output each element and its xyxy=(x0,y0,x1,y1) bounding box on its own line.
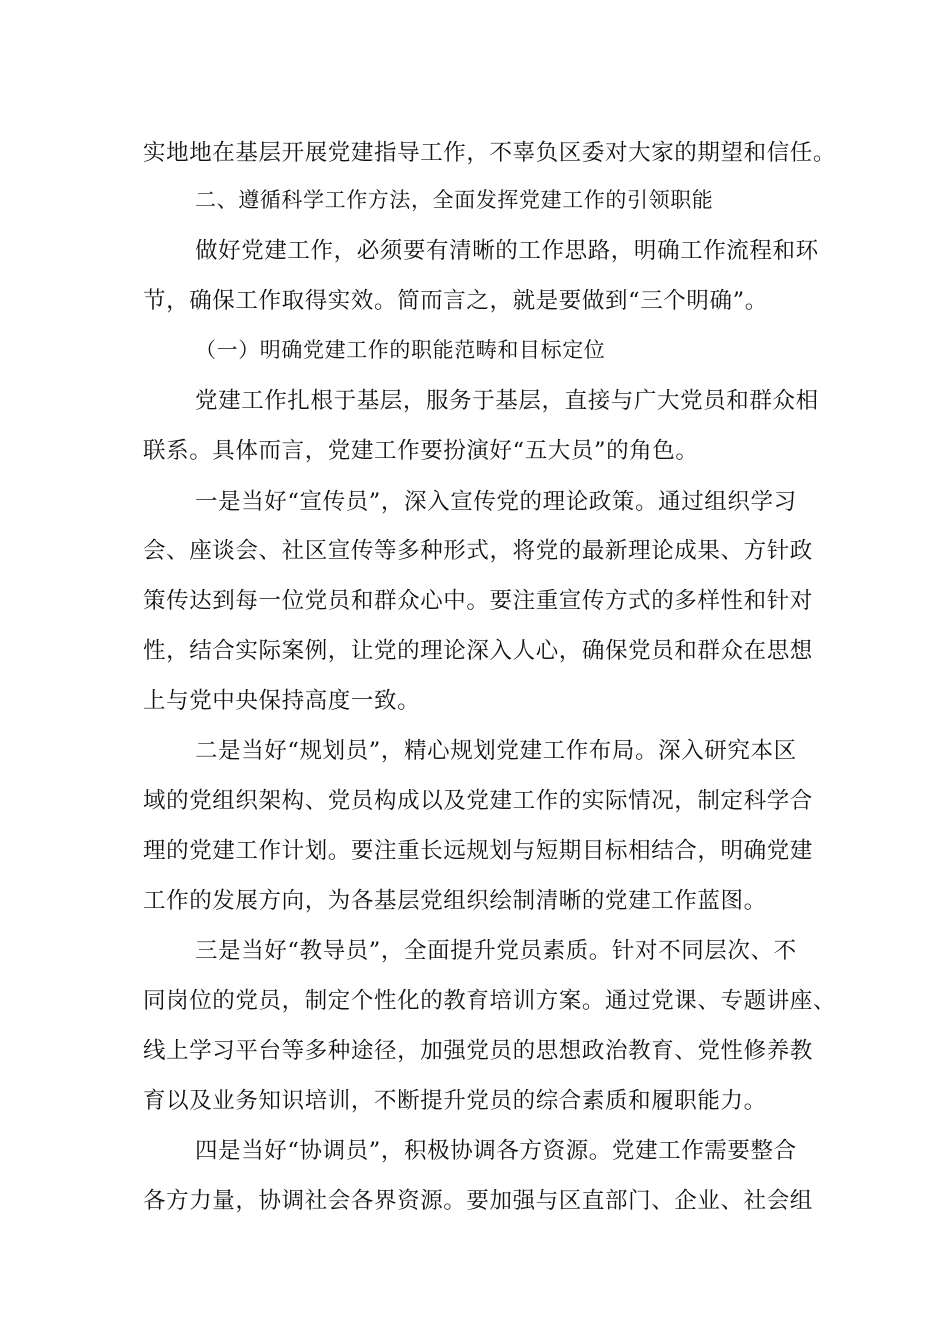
paragraph-line: 二是当好“规划员”，精心规划党建工作布局。深入研究本区 xyxy=(195,738,797,764)
paragraph-line: 上与党中央保持高度一致。 xyxy=(143,688,421,714)
paragraph-line: 做好党建工作，必须要有清晰的工作思路，明确工作流程和环 xyxy=(195,238,819,264)
paragraph-line: 节，确保工作取得实效。简而言之，就是要做到“三个明确”。 xyxy=(143,288,768,314)
section-heading: 二、遵循科学工作方法，全面发挥党建工作的引领职能 xyxy=(195,188,714,212)
paragraph-line: 党建工作扎根于基层，服务于基层，直接与广大党员和群众相 xyxy=(195,388,819,414)
paragraph-line: 策传达到每一位党员和群众心中。要注重宣传方式的多样性和针对 xyxy=(143,588,813,614)
paragraph-line: 线上学习平台等多种途径，加强党员的思想政治教育、党性修养教 xyxy=(143,1038,813,1064)
paragraph-line: 四是当好“协调员”，积极协调各方资源。党建工作需要整合 xyxy=(195,1138,797,1164)
paragraph-line: 联系。具体而言，党建工作要扮演好“五大员”的角色。 xyxy=(143,438,699,464)
paragraph-line: 工作的发展方向，为各基层党组织绘制清晰的党建工作蓝图。 xyxy=(143,888,767,914)
paragraph-line: 理的党建工作计划。要注重长远规划与短期目标相结合，明确党建 xyxy=(143,838,813,864)
paragraph-line: 性，结合实际案例，让党的理论深入人心，确保党员和群众在思想 xyxy=(143,638,813,664)
paragraph-line: 域的党组织架构、党员构成以及党建工作的实际情况，制定科学合 xyxy=(143,788,813,814)
paragraph-line: 育以及业务知识培训，不断提升党员的综合素质和履职能力。 xyxy=(143,1088,767,1114)
subsection-heading: （一）明确党建工作的职能范畴和目标定位 xyxy=(195,338,606,362)
paragraph-line: 同岗位的党员，制定个性化的教育培训方案。通过党课、专题讲座、 xyxy=(143,988,837,1014)
paragraph-line: 各方力量，协调社会各界资源。要加强与区直部门、企业、社会组 xyxy=(143,1188,813,1214)
paragraph-line: 一是当好“宣传员”，深入宣传党的理论政策。通过组织学习 xyxy=(195,489,797,515)
paragraph-line: 会、座谈会、社区宣传等多种形式，将党的最新理论成果、方针政 xyxy=(143,538,813,564)
paragraph-line: 实地地在基层开展党建指导工作，不辜负区委对大家的期望和信任。 xyxy=(143,140,837,166)
paragraph-line: 三是当好“教导员”，全面提升党员素质。针对不同层次、不 xyxy=(195,938,797,964)
